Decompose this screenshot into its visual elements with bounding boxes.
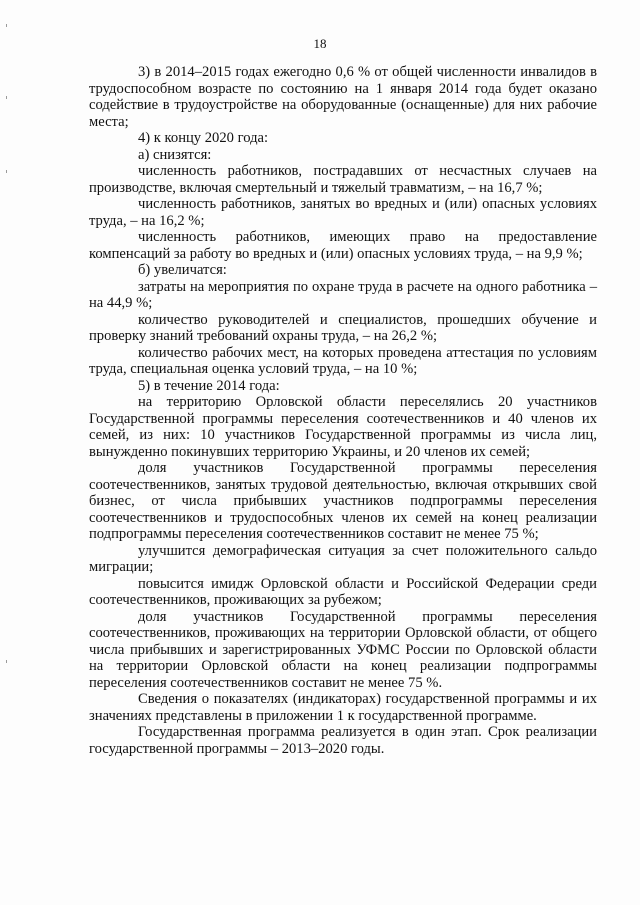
paragraph: Государственная программа реализуется в один этап. Срок реализации государственной программы – 2013–2020 годы. [89, 724, 597, 757]
paragraph: количество рабочих мест, на которых проведена аттестация по условиям труда, специальная оценка условий труда, – на 10 %; [89, 344, 597, 377]
paragraph: доля участников Государственной программы переселения соотечественников, занятых трудовой деятельностью, включая открывших свой бизнес, от числа прибывших участников подпрограммы переселения соотечественников и трудоспособных членов их семей на конец реализации подпрограммы переселения соотечественников составит не менее 75 %; [89, 460, 597, 542]
paragraph: 5) в течение 2014 года: [138, 377, 280, 394]
scan-edge-mark [6, 660, 7, 663]
paragraph: доля участников Государственной программы переселения соотечественников, проживающих на территории Орловской области, от общего числа прибывших и зарегистрированных УФМС России по Орловской области на территории Орловской области на конец реализации подпрограммы переселения соотечественников составит не менее 75 %. [89, 608, 597, 691]
scan-edge-mark [6, 96, 7, 99]
document-body [89, 64, 597, 757]
page-number: 18 [313, 36, 327, 51]
paragraph: 4) к концу 2020 года: [138, 130, 269, 146]
scan-edge-mark [6, 24, 7, 27]
paragraph: б) увеличатся: [138, 262, 227, 278]
paragraph: численность работников, имеющих право на предоставление компенсаций за работу во вредных и (или) опасных условиях труда, – на 9,9 %; [89, 229, 597, 262]
paragraph: численность работников, занятых во вредных и (или) опасных условиях труда, – на 16,2 %; [89, 196, 597, 229]
paragraph: а) снизятся: [138, 146, 212, 163]
paragraph: 3) в 2014–2015 годах ежегодно 0,6 % от общей численности инвалидов в трудоспособном возрасте по состоянию на 1 января 2014 года будет оказано содействие в трудоустройстве на оборудованные (оснащенные) для них рабочие места; [89, 64, 597, 130]
paragraph: на территорию Орловской области переселялись 20 участников Государственной программы переселения соотечественников и 40 членов их семей, из них: 10 участников Государственной программы из числа лиц, вынужденно покинувших территорию Украины, и 20 членов их семей; [89, 394, 597, 460]
scan-edge-mark [6, 170, 7, 173]
paragraph: количество руководителей и специалистов, прошедших обучение и проверку знаний требований охраны труда, – на 26,2 %; [89, 311, 597, 344]
paragraph: численность работников, пострадавших от несчастных случаев на производстве, включая смертельный и тяжелый травматизм, – на 16,7 %; [89, 163, 597, 196]
paragraph: Сведения о показателях (индикаторах) государственной программы и их значениях представлены в приложении 1 к государственной программе. [89, 691, 597, 724]
paragraph: затраты на мероприятия по охране труда в расчете на одного работника – на 44,9 %; [89, 278, 597, 311]
paragraph: повысится имидж Орловской области и Российской Федерации среди соотечественников, проживающих за рубежом; [89, 575, 597, 608]
paragraph: улучшится демографическая ситуация за счет положительного сальдо миграции; [89, 542, 597, 575]
